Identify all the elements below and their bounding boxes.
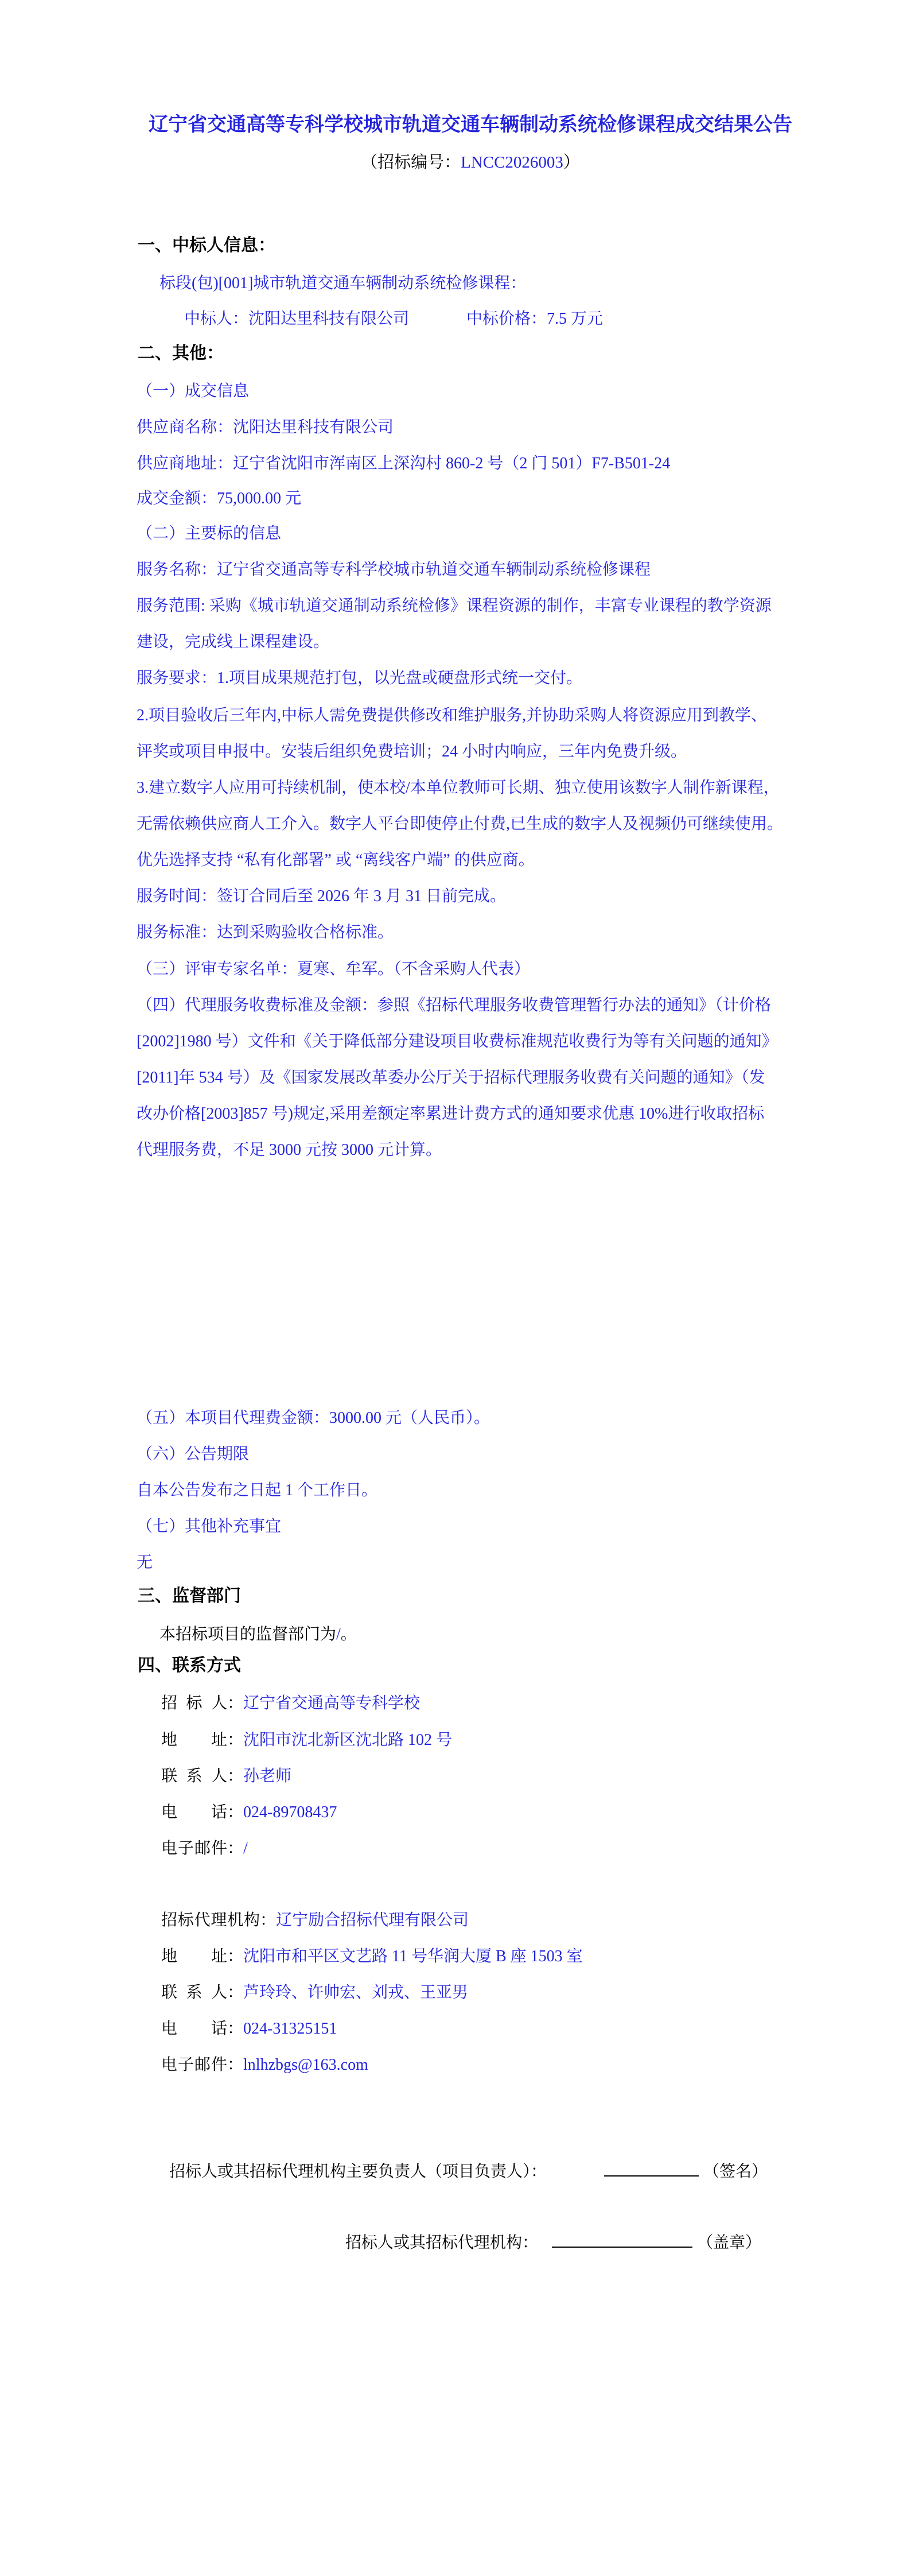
supervision-value: /: [336, 1625, 341, 1643]
signature2-blank-line: [552, 2232, 692, 2248]
service-standard: 服务标准：达到采购验收合格标准。: [137, 924, 394, 941]
label-colon: ：: [260, 1911, 277, 1929]
sub5-heading: （五）本项目代理费金额：3000.00 元（人民币）。: [137, 1409, 490, 1427]
email1-label: 电子邮件: [161, 1840, 227, 1857]
tenderer-value: 辽宁省交通高等专科学校: [243, 1694, 421, 1712]
service-req-line6: 优先选择支持 “私有化部署” 或 “离线客户端” 的供应商。: [137, 851, 535, 869]
person1-value: 孙老师: [243, 1767, 292, 1785]
person1-label: 联系人: [161, 1767, 227, 1785]
contact-row-person1: [161, 1766, 291, 1787]
label-colon: ：: [227, 1767, 244, 1785]
service-req-line2: 2.项目验收后三年内,中标人需免费提供修改和维护服务,并协助采购人将资源应用到教学、: [137, 707, 768, 724]
sub4-line5: 代理服务费，不足 3000 元按 3000 元计算。: [137, 1141, 442, 1159]
sub7-body: 无: [137, 1554, 153, 1572]
label-colon: ：: [227, 2020, 244, 2038]
tender-number-suffix: ）: [563, 153, 580, 172]
signature1-label: 招标人或其招标代理机构主要负责人（项目负责人）：: [169, 2163, 547, 2181]
person2-value: 芦玲玲、许帅宏、刘戎、王亚男: [243, 1984, 469, 2001]
winner-price: 中标价格：7.5 万元: [466, 310, 604, 328]
service-time: 服务时间：签订合同后至 2026 年 3 月 31 日前完成。: [137, 887, 507, 905]
contact-row-email1: [161, 1838, 248, 1859]
email2-value: lnlhzbgs@163.com: [243, 2056, 368, 2074]
person2-label: 联系人: [161, 1984, 227, 2001]
section1-heading: 一、中标人信息：: [138, 236, 275, 255]
sub4-line4: 改办价格[2003]857 号)规定,采用差额定率累进计费方式的通知要求优惠 10%进行收取招标: [137, 1105, 765, 1123]
signature1-blank-line: [604, 2160, 699, 2177]
service-req-line3: 评奖或项目申报中。安装后组织免费培训；24 小时内响应，三年内免费升级。: [137, 743, 687, 761]
page-title: 辽宁省交通高等专科学校城市轨道交通车辆制动系统检修课程成交结果公告: [149, 114, 792, 135]
address1-value: 沈阳市沈北新区沈北路 102 号: [243, 1731, 453, 1749]
sub6-body: 自本公告发布之日起 1 个工作日。: [137, 1481, 378, 1499]
phone2-value: 024-31325151: [243, 2020, 337, 2038]
label-colon: ：: [227, 2056, 244, 2074]
supervision-line: [159, 1624, 357, 1645]
label-colon: ：: [227, 1947, 244, 1965]
contact-row-address1: [161, 1730, 452, 1751]
service-req-line5: 无需依赖供应商人工介入。数字人平台即使停止付费,已生成的数字人及视频仍可继续使用。: [137, 815, 784, 833]
section4-heading: 四、联系方式: [138, 1656, 241, 1675]
service-scope-line2: 建设，完成线上课程建设。: [137, 633, 330, 651]
service-scope-line1: 服务范围: 采购《城市轨道交通制动系统检修》课程资源的制作，丰富专业课程的教学资源: [137, 597, 772, 615]
tender-number-line: [138, 152, 803, 173]
service-req-line1: 服务要求：1.项目成果规范打包，以光盘或硬盘形式统一交付。: [137, 669, 583, 687]
label-colon: ：: [227, 1731, 244, 1749]
agency-value: 辽宁励合招标代理有限公司: [276, 1911, 469, 1929]
supervision-suffix: 。: [340, 1625, 357, 1643]
sub3-heading: （三）评审专家名单：夏寒、牟军。（不含采购人代表）: [137, 960, 531, 978]
contact-row-phone1: [161, 1802, 337, 1823]
signature1-suffix: （签名）: [703, 2163, 768, 2181]
service-name: 服务名称：辽宁省交通高等专科学校城市轨道交通车辆制动系统检修课程: [137, 561, 651, 579]
deal-amount: 成交金额：75,000.00 元: [137, 490, 302, 507]
contact-row-agency: [161, 1910, 469, 1931]
phone2-label: 电话: [161, 2020, 227, 2038]
service-req-line4: 3.建立数字人应用可持续机制，使本校/本单位教师可长期、独立使用该数字人制作新课程，: [137, 779, 780, 797]
address2-label: 地址: [161, 1947, 227, 1965]
sub4-line2: [2002]1980 号）文件和《关于降低部分建设项目收费标准规范收费行为等有关问题的通知》: [137, 1033, 778, 1050]
tender-number: LNCC2026003: [461, 153, 563, 172]
winner-name: 中标人：沈阳达里科技有限公司: [184, 310, 410, 328]
sub4-line3: [2011]年 534 号）及《国家发展改革委办公厅关于招标代理服务收费有关问题的通知》（发: [137, 1069, 765, 1087]
supplier-address: 供应商地址：辽宁省沈阳市浑南区上深沟村 860-2 号（2 门 501）F7-B501-24: [137, 455, 671, 472]
signature-line-2: [345, 2232, 761, 2253]
sub6-heading: （六）公告期限: [137, 1445, 250, 1463]
sub1-heading: （一）成交信息: [137, 382, 250, 400]
winner-line: [184, 309, 603, 329]
tender-number-prefix: （招标编号：: [361, 153, 461, 172]
supplier-name: 供应商名称：沈阳达里科技有限公司: [137, 418, 394, 436]
contact-row-tenderer: [161, 1693, 420, 1714]
agency-label: 招标代理机构: [161, 1911, 260, 1929]
signature-line-1: [169, 2160, 768, 2182]
contact-row-email2: [161, 2055, 368, 2075]
email2-label: 电子邮件: [161, 2056, 227, 2074]
phone1-label: 电话: [161, 1803, 227, 1821]
address1-label: 地址: [161, 1731, 227, 1749]
section2-heading: 二、其他：: [138, 344, 224, 363]
tenderer-label: 招标人: [161, 1694, 227, 1712]
supervision-prefix: 本招标项目的监督部门为: [159, 1625, 337, 1643]
label-colon: ：: [227, 1984, 244, 2001]
contact-row-person2: [161, 1983, 468, 2003]
sub2-heading: （二）主要标的信息: [137, 525, 282, 542]
section3-heading: 三、监督部门: [138, 1586, 241, 1605]
lot-line: 标段(包)[001]城市轨道交通车辆制动系统检修课程：: [159, 274, 527, 292]
sub7-heading: （七）其他补充事宜: [137, 1518, 282, 1535]
contact-row-address2: [161, 1946, 583, 1967]
sub4-line1: （四）代理服务收费标准及金额：参照《招标代理服务收费管理暂行办法的通知》（计价格: [137, 996, 772, 1014]
signature2-suffix: （盖章）: [697, 2234, 762, 2252]
address2-value: 沈阳市和平区文艺路 11 号华润大厦 B 座 1503 室: [243, 1947, 583, 1965]
email1-value: /: [243, 1840, 248, 1857]
label-colon: ：: [227, 1803, 244, 1821]
signature2-label: 招标人或其招标代理机构：: [345, 2234, 539, 2252]
contact-row-phone2: [161, 2019, 337, 2039]
label-colon: ：: [227, 1840, 244, 1857]
label-colon: ：: [227, 1694, 244, 1712]
phone1-value: 024-89708437: [243, 1803, 337, 1821]
